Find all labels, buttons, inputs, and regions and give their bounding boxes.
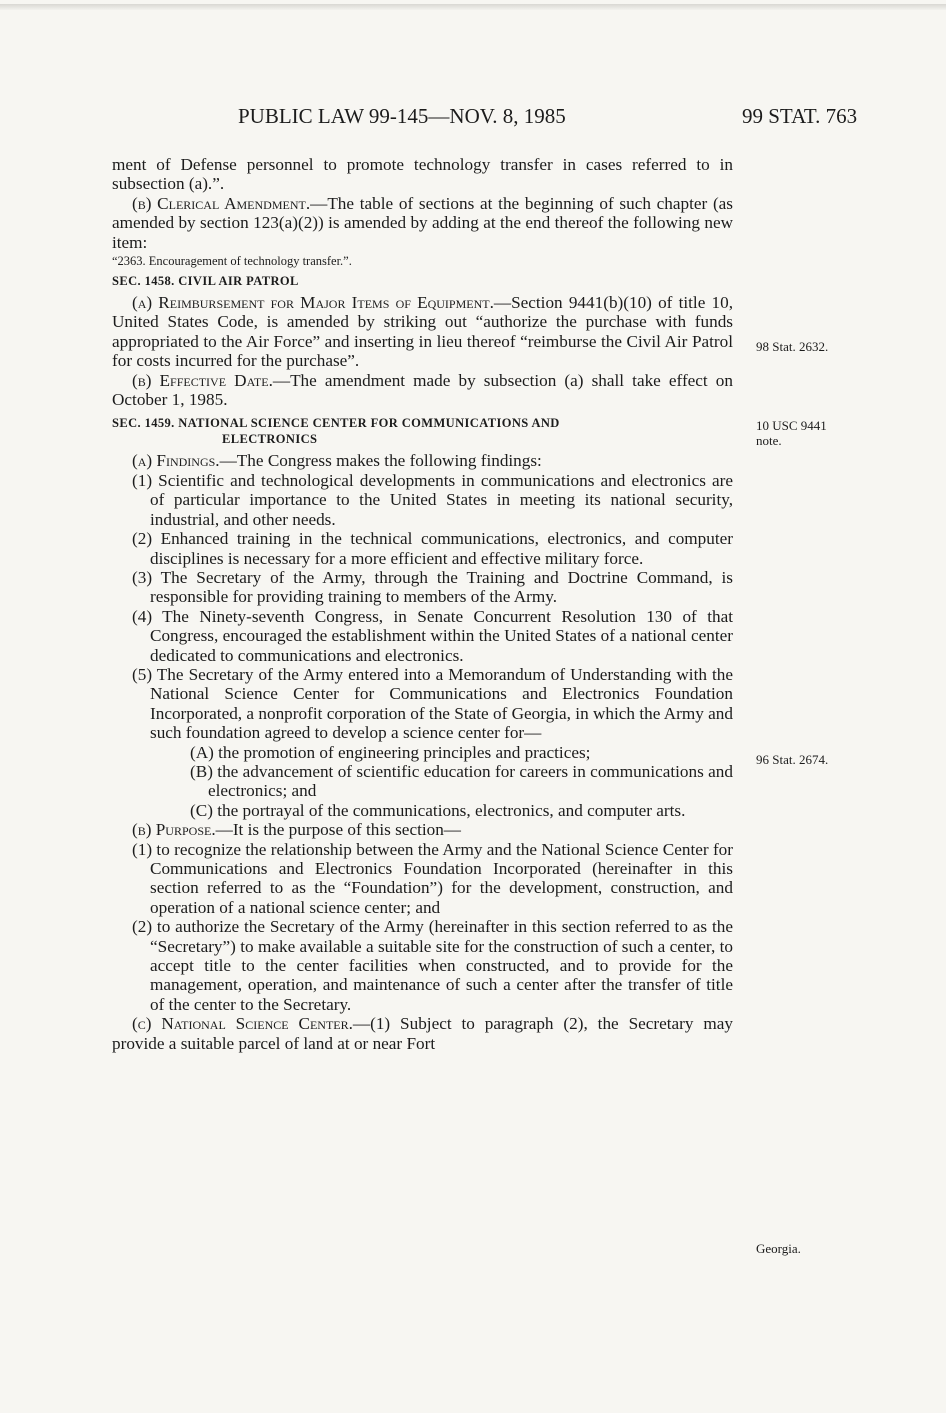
national-science-center-heading: (c) National Science Center. bbox=[132, 1014, 353, 1034]
new-item-text: “2363. Encouragement of technology transfer.”. bbox=[112, 254, 352, 269]
purpose-2: (2) to authorize the Secretary of the Army (hereinafter in this section referred to as the “Secretary”) to make available a suitable site for the construction of such a center, to accept title to the center facilities when constructed, and to provide for the management, operation, and maintenance of such a center after the transfer of title of the center to the Secretary. bbox=[132, 917, 733, 1014]
finding-3: (3) The Secretary of the Army, through the Training and Doctrine Command, is responsible for providing training to members of the Army. bbox=[132, 567, 733, 607]
findings-text: —The Congress makes the following findings: bbox=[219, 451, 542, 471]
section-1459-title-continued: ELECTRONICS bbox=[222, 432, 318, 447]
item-c: (C) the portrayal of the communications, electronics, and computer arts. bbox=[190, 800, 686, 820]
margin-note-96-stat: 96 Stat. 2674. bbox=[756, 752, 829, 767]
margin-note-note: note. bbox=[756, 433, 782, 448]
document-body bbox=[112, 155, 733, 1053]
purpose-heading: (b) Purpose. bbox=[132, 820, 216, 840]
purpose-1: (1) to recognize the relationship between the Army and the National Science Center for Communications and Electronics Foundation Incorporated (hereinafter in this section referred to as the “Foundation”) for the development, construction, and operation of a national science center; and bbox=[132, 839, 733, 917]
section-1459-title: SEC. 1459. NATIONAL SCIENCE CENTER FOR COMMUNICATIONS AND bbox=[112, 416, 560, 431]
findings-heading: (a) Findings. bbox=[132, 451, 220, 471]
effective-date-heading: (b) Effective Date. bbox=[132, 370, 273, 390]
finding-5: (5) The Secretary of the Army entered into a Memorandum of Understanding with the National Science Center for Communications and Electronics Foundation Incorporated, a nonprofit corporation of the State of Georgia, in which the Army and such foundation agreed to develop a science center for— bbox=[132, 664, 733, 743]
margin-note-georgia: Georgia. bbox=[756, 1241, 801, 1256]
effective-date-paragraph bbox=[112, 371, 733, 410]
finding-1: (1) Scientific and technological developments in communications and electronics are of particular importance to the United States in meeting its national security, industrial, and other needs. bbox=[132, 470, 733, 529]
effective-date-text: —The amendment made by subsection (a) shall take effect on October 1, 1985. bbox=[112, 370, 733, 410]
clerical-text: —The table of sections at the beginning of such chapter (as amended by section 123(a)(2)) is amended by adding at the end thereof the following new item: bbox=[112, 193, 733, 252]
reimbursement-text: —Section 9441(b)(10) of title 10, United States Code, is amended by striking out “authorize the purchase with funds appropriated to the Air Force” and inserting in lieu thereof “reimburse the Civil Air Patrol for costs incurred for the purchase”. bbox=[112, 293, 733, 371]
item-b: (B) the advancement of scientific education for careers in communications and electronics; and bbox=[190, 761, 733, 801]
findings-paragraph bbox=[112, 451, 733, 470]
page-reference: 99 STAT. 763 bbox=[742, 104, 858, 128]
section-1458-title: SEC. 1458. CIVIL AIR PATROL bbox=[112, 274, 299, 289]
purpose-paragraph bbox=[112, 820, 733, 839]
page-title: PUBLIC LAW 99-145—NOV. 8, 1985 bbox=[238, 104, 566, 128]
item-a: (A) the promotion of engineering principles and practices; bbox=[190, 742, 591, 762]
purpose-text: —It is the purpose of this section— bbox=[215, 820, 461, 840]
national-science-center-paragraph bbox=[112, 1014, 733, 1053]
margin-note-10-usc: 10 USC 9441 bbox=[756, 418, 827, 433]
intro-text: ment of Defense personnel to promote technology transfer in cases referred to in subsection (a).”. bbox=[112, 155, 733, 194]
clerical-amendment-paragraph bbox=[112, 194, 733, 252]
margin-note-98-stat: 98 Stat. 2632. bbox=[756, 339, 829, 354]
finding-2: (2) Enhanced training in the technical communications, electronics, and computer disciplines is necessary for a more efficient and effective military force. bbox=[132, 529, 733, 568]
reimbursement-paragraph bbox=[112, 293, 733, 371]
reimbursement-heading: (a) Reimbursement for Major Items of Equipment. bbox=[132, 293, 494, 313]
scan-edge bbox=[0, 4, 946, 10]
finding-4: (4) The Ninety-seventh Congress, in Senate Concurrent Resolution 130 of that Congress, encouraged the establishment within the United States of a national center dedicated to communications and electronics. bbox=[132, 606, 733, 665]
national-science-center-text: —(1) Subject to paragraph (2), the Secretary may provide a suitable parcel of land at or near Fort bbox=[112, 1014, 733, 1053]
clerical-heading: (b) Clerical Amendment. bbox=[132, 193, 311, 213]
